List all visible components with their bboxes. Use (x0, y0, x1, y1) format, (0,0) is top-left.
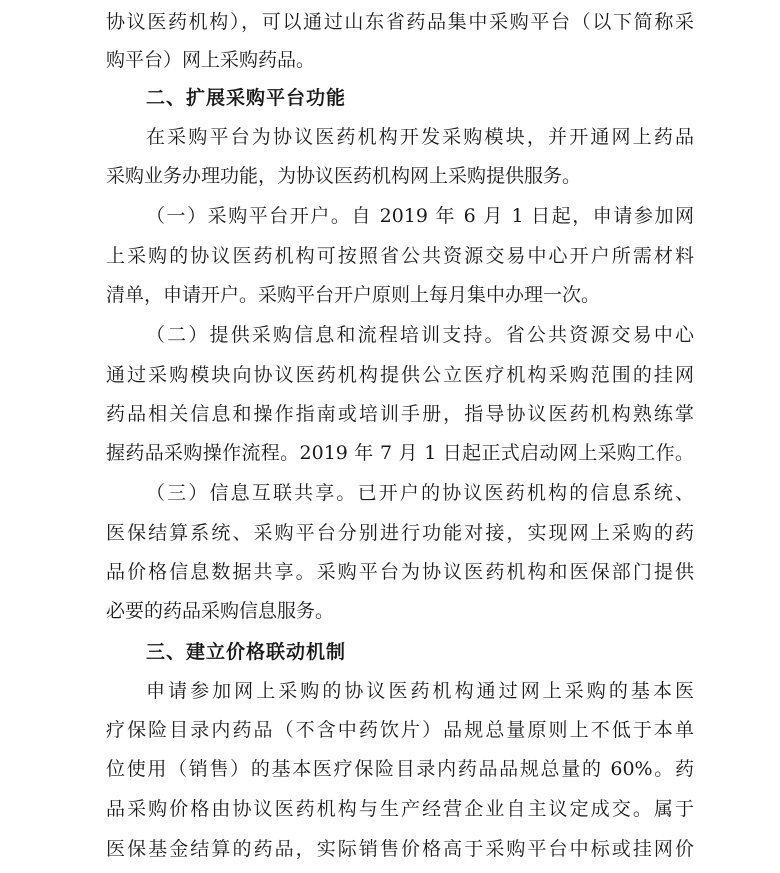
body-line: 清单，申请开户。采购平台开户原则上每月集中办理一次。 (106, 284, 601, 306)
body-line: 购平台）网上采购药品。 (106, 49, 316, 71)
body-line: 通过采购模块向协议医药机构提供公立医疗机构采购范围的挂网 (106, 364, 694, 386)
section-heading-2: 二、扩展采购平台功能 (146, 87, 347, 109)
body-line: 品采购价格由协议医药机构与生产经营企业自主议定成交。属于 (106, 798, 694, 820)
subsection-line-2: （二）提供采购信息和流程培训支持。省公共资源交易中心 (146, 324, 694, 346)
body-line: 医保基金结算的药品，实际销售价格高于采购平台中标或挂网价 (106, 838, 694, 860)
body-line: 品价格信息数据共享。采购平台为协议医药机构和医保部门提供 (106, 561, 694, 583)
body-line: 上采购的协议医药机构可按照省公共资源交易中心开户所需材料 (106, 245, 694, 267)
body-line: 位使用（销售）的基本医疗保险目录内药品品规总量的 60%。药 (106, 758, 694, 780)
body-line: 医保结算系统、采购平台分别进行功能对接，实现网上采购的药 (106, 522, 694, 544)
body-line: 药品相关信息和操作指南或培训手册，指导协议医药机构熟练掌 (106, 403, 694, 425)
body-line: 必要的药品采购信息服务。 (106, 600, 335, 622)
body-line: 申请参加网上采购的协议医药机构通过网上采购的基本医 (146, 680, 694, 702)
body-line: 疗保险目录内药品（不含中药饮片）品规总量原则上不低于本单 (106, 719, 694, 741)
body-line: 握药品采购操作流程。2019 年 7 月 1 日起正式启动网上采购工作。 (106, 442, 694, 464)
body-line: 协议医药机构），可以通过山东省药品集中采购平台（以下简称采 (106, 11, 694, 33)
subsection-line-1: （一）采购平台开户。自 2019 年 6 月 1 日起，申请参加网 (146, 205, 694, 227)
body-line: 采购业务办理功能，为协议医药机构网上采购提供服务。 (106, 165, 582, 187)
section-heading-3: 三、建立价格联动机制 (146, 641, 347, 663)
subsection-line-3: （三）信息互联共享。已开户的协议医药机构的信息系统、 (146, 482, 694, 504)
body-line: 在采购平台为协议医药机构开发采购模块，并开通网上药品 (146, 126, 694, 148)
